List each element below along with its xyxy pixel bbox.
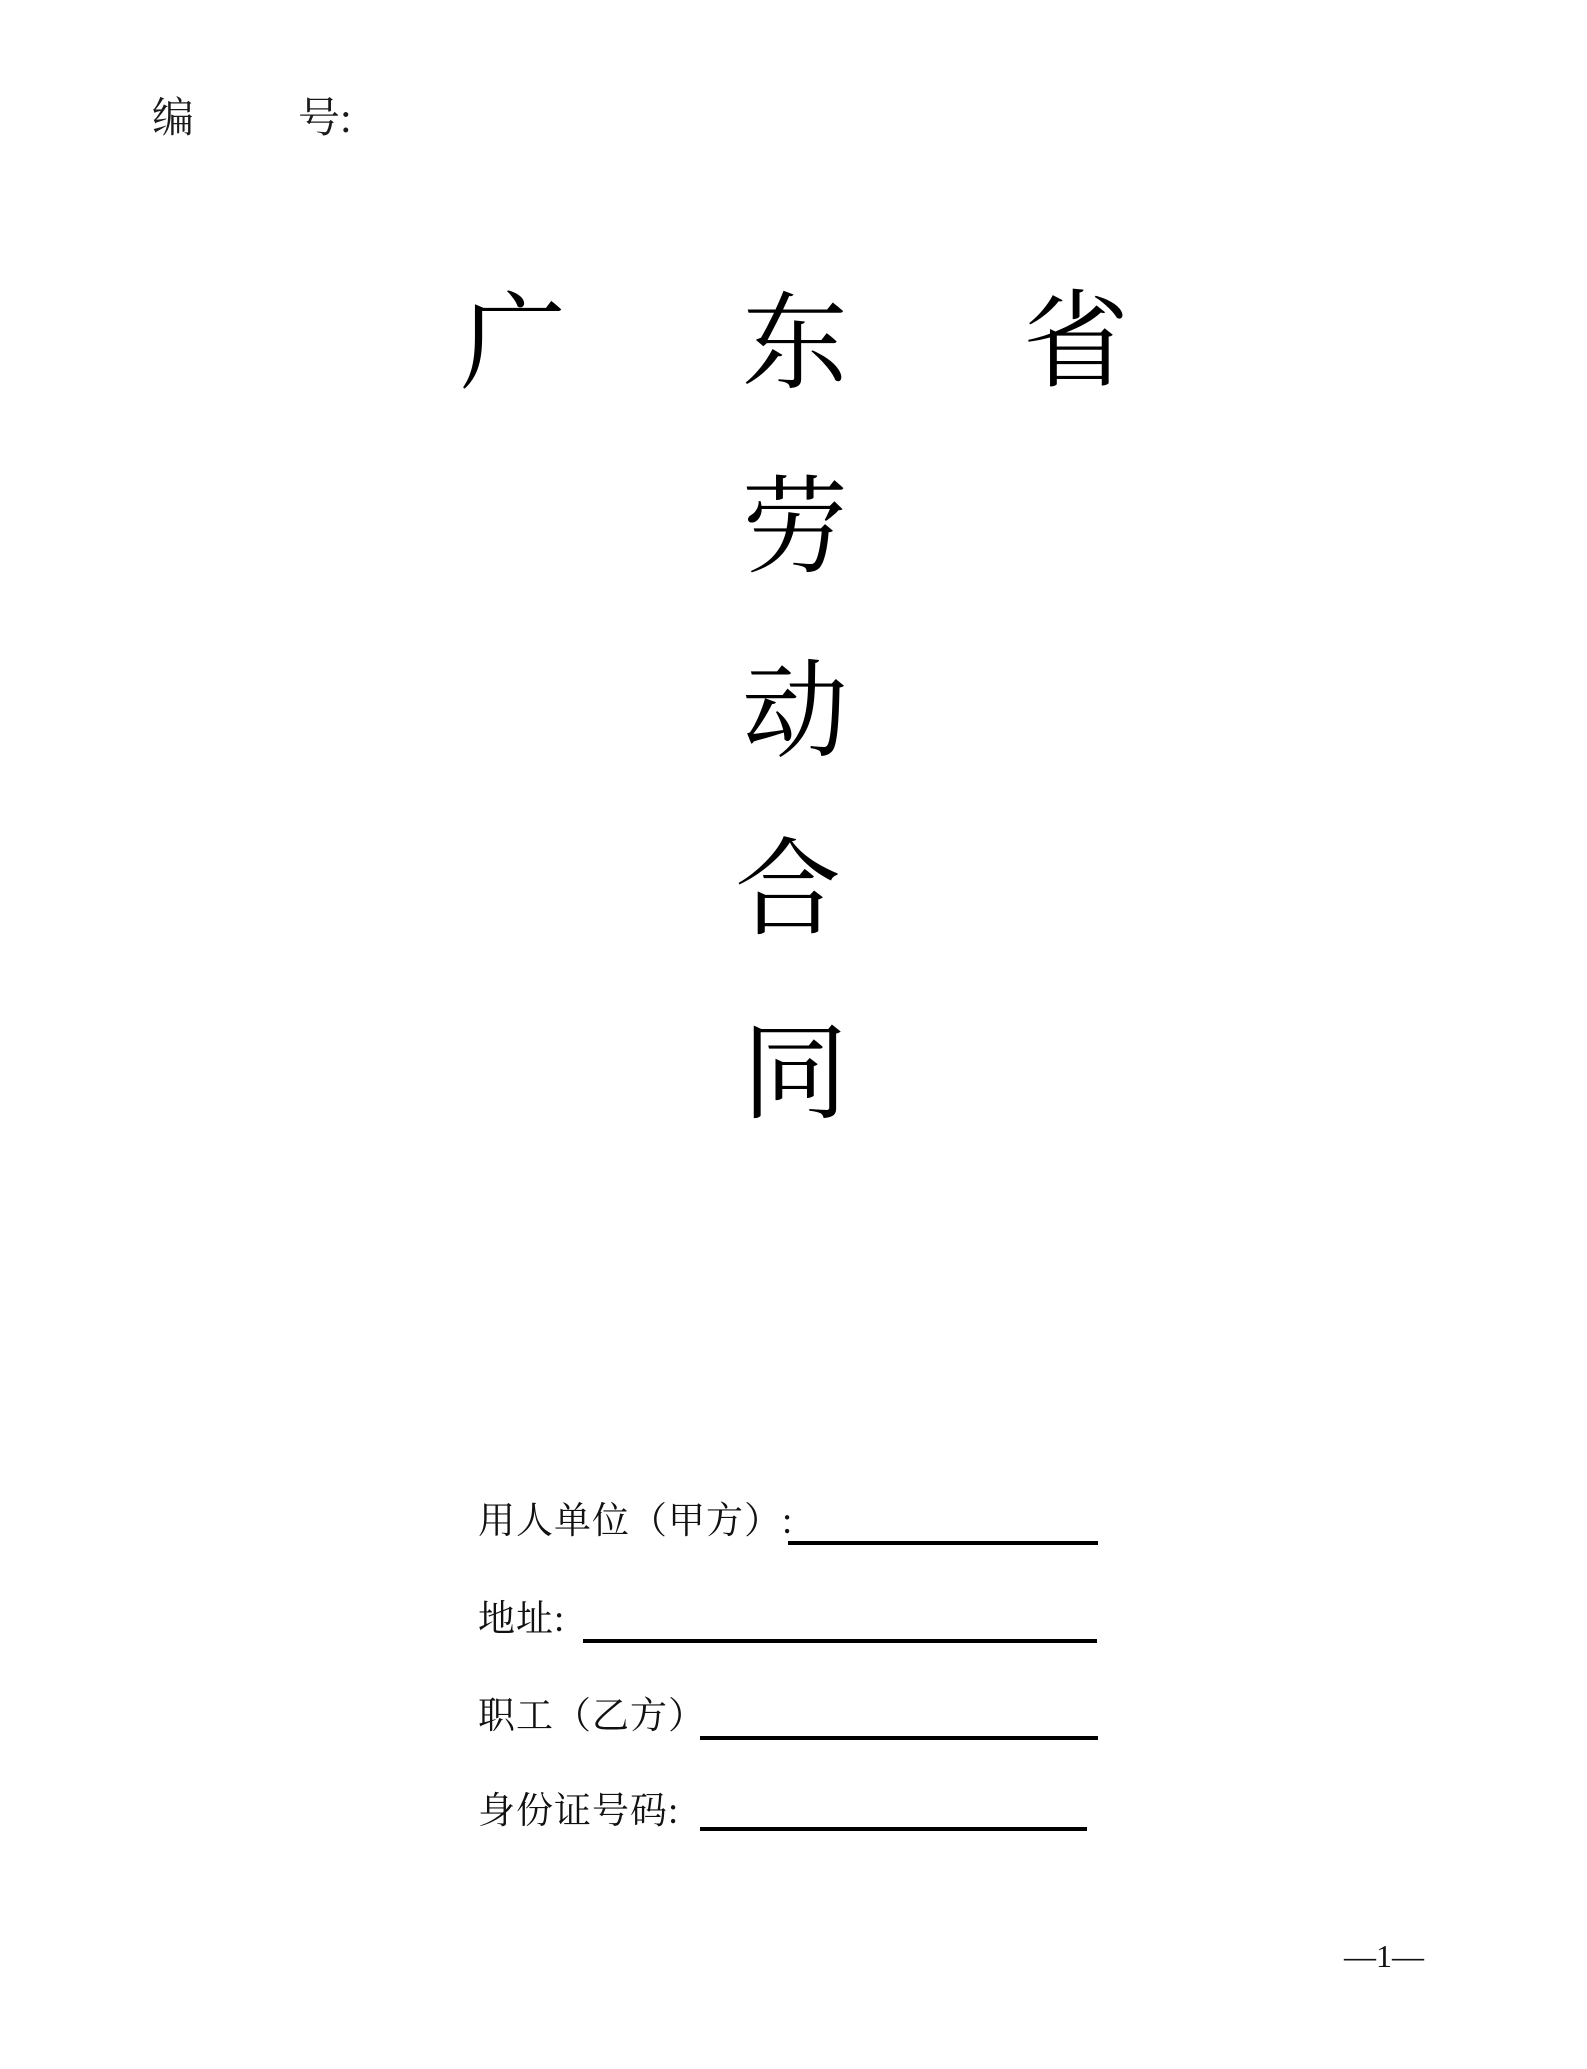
employee-blank[interactable] [700,1700,1098,1740]
title-char-tong: 同 [742,1016,848,1133]
address-blank[interactable] [583,1603,1097,1643]
title-char-guang: 广 [460,286,566,403]
id-number-blank[interactable] [700,1791,1087,1831]
employer-label: 用人单位（甲方）: [478,1501,794,1542]
title-char-dong: 东 [742,286,848,403]
title-char-he: 合 [735,832,841,949]
doc-number-label-left: 编 [152,96,195,142]
doc-number-line [0,0,1587,142]
address-label: 地址: [478,1599,566,1640]
doc-number-label-right: 号: [298,96,352,142]
page-number: —1— [1344,1938,1424,1974]
employee-label: 职工（乙方） [478,1696,706,1737]
id-number-label: 身份证号码: [478,1791,680,1832]
title-char-lao: 劳 [742,470,848,587]
title-char-dong2: 动 [742,654,848,771]
employer-blank[interactable] [788,1505,1098,1545]
title-char-sheng: 省 [1023,284,1129,401]
